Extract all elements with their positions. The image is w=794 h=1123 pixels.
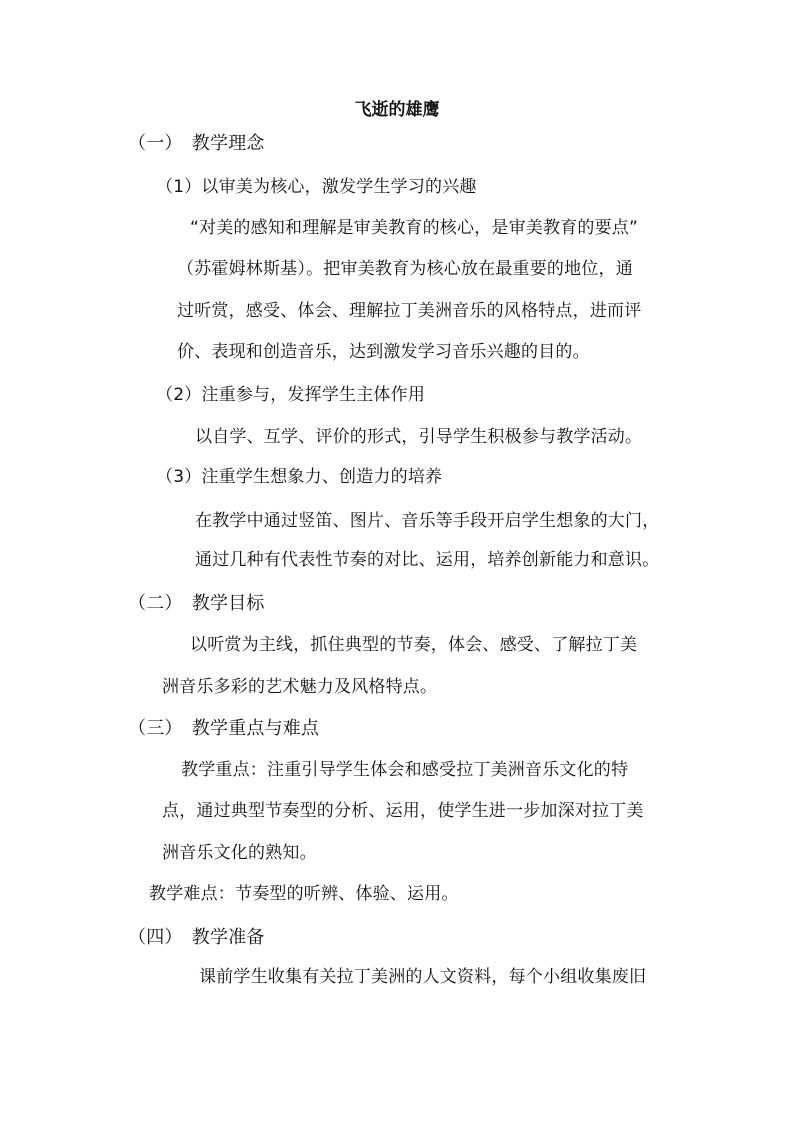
section-3-line-3: 洲音乐文化的熟知。 xyxy=(162,843,317,863)
item-3-line-2: 通过几种有代表性节奏的对比、运用，培养创新能力和意识。 xyxy=(195,550,660,570)
item-3-line-1: 在教学中通过竖笛、图片、音乐等手段开启学生想象的大门， xyxy=(195,511,660,531)
item-2-line-1: 以自学、互学、评价的形式，引导学生积极参与教学活动。 xyxy=(195,427,643,447)
item-2-heading: （2）注重参与，发挥学生主体作用 xyxy=(156,385,426,405)
section-4-line-1: 课前学生收集有关拉丁美洲的人文资料，每个小组收集废旧 xyxy=(199,967,647,987)
section-3-line-1: 教学重点：注重引导学生体会和感受拉丁美洲音乐文化的特 xyxy=(181,760,629,780)
section-4-heading: （四） 教学准备 xyxy=(128,927,265,948)
document-title: 飞逝的雄鹰 xyxy=(354,100,440,120)
item-1-line-2: （苏霍姆林斯基）。把审美教育为核心放在最重要的地位，通 xyxy=(177,259,633,279)
section-3-line-4: 教学难点：节奏型的听辨、体验、运用。 xyxy=(149,884,459,904)
section-1-heading: （一） 教学理念 xyxy=(128,133,265,154)
item-3-heading: （3）注重学生想象力、创造力的培养 xyxy=(156,467,443,487)
section-2-line-1: 以听赏为主线，抓住典型的节奏，体会、感受、了解拉丁美 xyxy=(190,635,638,655)
section-3-line-2: 点，通过典型节奏型的分析、运用，使学生进一步加深对拉丁美 xyxy=(162,801,644,821)
item-1-line-3: 过听赏，感受、体会、理解拉丁美洲音乐的风格特点，进而评 xyxy=(177,301,642,321)
section-3-heading: （三） 教学重点与难点 xyxy=(128,718,320,739)
item-1-line-4: 价、表现和创造音乐，达到激发学习音乐兴趣的目的。 xyxy=(177,342,590,362)
section-2-line-2: 洲音乐多彩的艺术魅力及风格特点。 xyxy=(162,677,438,697)
item-1-heading: （1）以审美为核心，激发学生学习的兴趣 xyxy=(156,177,477,197)
item-1-line-1: “对美的感知和理解是审美教育的核心，是审美教育的要点” xyxy=(190,218,639,238)
section-2-heading: （二） 教学目标 xyxy=(128,593,265,614)
